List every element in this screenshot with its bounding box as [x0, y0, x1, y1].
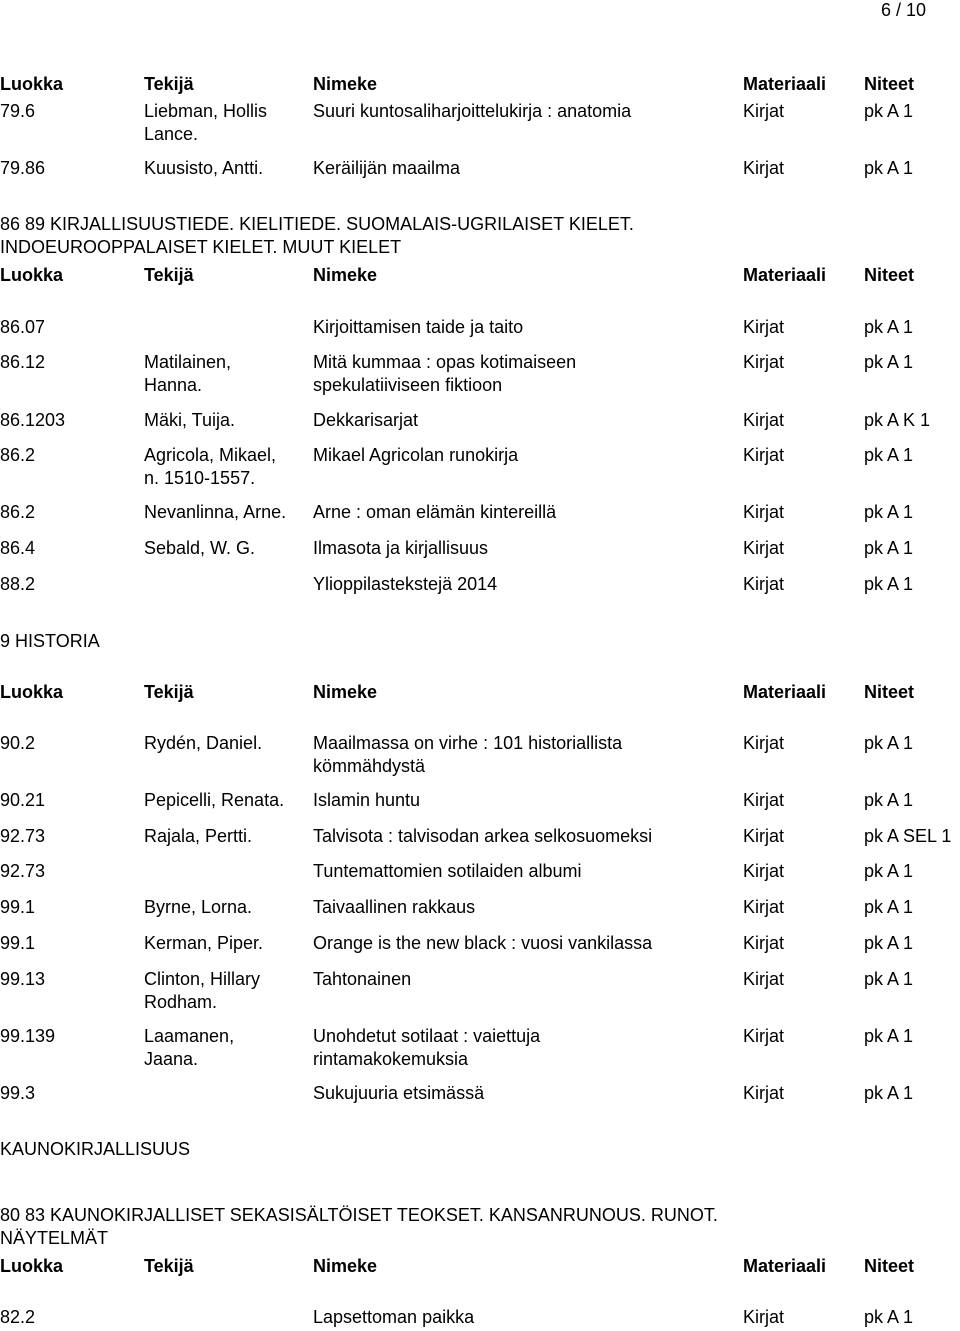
cell-niteet: pk A 1	[864, 969, 914, 989]
cell-niteet: pk A 1	[864, 317, 914, 337]
cell-tekija: Clinton, Hillary Rodham.	[144, 969, 261, 1012]
header-nimeke: Nimeke	[313, 682, 378, 702]
cell-luokka: 99.1	[0, 933, 36, 953]
cell-niteet: pk A 1	[864, 733, 914, 753]
header-materiaali: Materiaali	[743, 1256, 827, 1276]
cell-materiaali: Kirjat	[743, 538, 785, 558]
cell-nimeke: Unohdetut sotilaat : vaiettuja rintamakokemuksia	[313, 1026, 541, 1069]
cell-luokka: 90.21	[0, 790, 46, 810]
header-niteet: Niteet	[864, 265, 915, 285]
cell-luokka: 86.2	[0, 445, 36, 465]
cell-tekija: Sebald, W. G.	[144, 538, 256, 558]
cell-materiaali: Kirjat	[743, 317, 785, 337]
cell-niteet: pk A 1	[864, 1083, 914, 1103]
cell-nimeke: Orange is the new black : vuosi vankilassa	[313, 933, 653, 953]
cell-materiaali: Kirjat	[743, 101, 785, 121]
cell-luokka: 86.2	[0, 502, 36, 522]
cell-materiaali: Kirjat	[743, 826, 785, 846]
cell-tekija: Laamanen, Jaana.	[144, 1026, 235, 1069]
cell-nimeke: Suuri kuntosaliharjoittelukirja : anatomia	[313, 101, 632, 121]
cell-materiaali: Kirjat	[743, 1307, 785, 1327]
cell-materiaali: Kirjat	[743, 933, 785, 953]
cell-luokka: 99.3	[0, 1083, 36, 1103]
cell-niteet: pk A 1	[864, 445, 914, 465]
table-row	[0, 1025, 960, 1071]
table-row	[0, 1082, 960, 1128]
cell-tekija: Agricola, Mikael, n. 1510-1557.	[144, 445, 277, 488]
cell-nimeke: Mitä kummaa : opas kotimaiseen spekulatiiviseen fiktioon	[313, 352, 577, 395]
cell-nimeke: Taivaallinen rakkaus	[313, 897, 476, 917]
cell-luokka: 86.07	[0, 317, 46, 337]
section-heading-kaunokirjallisuus: KAUNOKIRJALLISUUS	[0, 1139, 191, 1159]
cell-luokka: 88.2	[0, 574, 36, 594]
cell-niteet: pk A 1	[864, 502, 914, 522]
cell-nimeke: Tahtonainen	[313, 969, 412, 989]
cell-luokka: 79.6	[0, 101, 36, 121]
cell-niteet: pk A 1	[864, 897, 914, 917]
header-luokka: Luokka	[0, 74, 64, 94]
cell-materiaali: Kirjat	[743, 158, 785, 178]
cell-luokka: 86.12	[0, 352, 46, 372]
cell-materiaali: Kirjat	[743, 1026, 785, 1046]
cell-nimeke: Keräilijän maailma	[313, 158, 461, 178]
header-tekija: Tekijä	[144, 74, 194, 94]
cell-luokka: 99.1	[0, 897, 36, 917]
header-nimeke: Nimeke	[313, 74, 378, 94]
header-materiaali: Materiaali	[743, 265, 827, 285]
cell-nimeke: Kirjoittamisen taide ja taito	[313, 317, 524, 337]
cell-niteet: pk A 1	[864, 1026, 914, 1046]
cell-niteet: pk A K 1	[864, 410, 931, 430]
cell-tekija: Rajala, Pertti.	[144, 826, 253, 846]
cell-nimeke: Ylioppilastekstejä 2014	[313, 574, 498, 594]
cell-tekija: Byrne, Lorna.	[144, 897, 253, 917]
header-niteet: Niteet	[864, 1256, 915, 1276]
cell-tekija: Liebman, Hollis Lance.	[144, 101, 268, 144]
cell-tekija: Mäki, Tuija.	[144, 410, 236, 430]
table-header	[0, 681, 960, 727]
table-row	[0, 1306, 960, 1331]
cell-luokka: 90.2	[0, 733, 36, 753]
page-number: 6 / 10	[880, 0, 926, 20]
cell-nimeke: Arne : oman elämän kintereillä	[313, 502, 557, 522]
cell-luokka: 86.4	[0, 538, 36, 558]
header-materiaali: Materiaali	[743, 682, 827, 702]
cell-materiaali: Kirjat	[743, 352, 785, 372]
cell-materiaali: Kirjat	[743, 445, 785, 465]
cell-niteet: pk A 1	[864, 101, 914, 121]
cell-materiaali: Kirjat	[743, 574, 785, 594]
cell-materiaali: Kirjat	[743, 897, 785, 917]
cell-luokka: 92.73	[0, 861, 46, 881]
cell-niteet: pk A 1	[864, 352, 914, 372]
header-niteet: Niteet	[864, 74, 915, 94]
cell-nimeke: Mikael Agricolan runokirja	[313, 445, 519, 465]
cell-tekija: Nevanlinna, Arne.	[144, 502, 287, 522]
cell-materiaali: Kirjat	[743, 502, 785, 522]
cell-niteet: pk A SEL 1	[864, 826, 952, 846]
header-luokka: Luokka	[0, 265, 64, 285]
table-row	[0, 351, 960, 397]
cell-materiaali: Kirjat	[743, 733, 785, 753]
cell-nimeke: Talvisota : talvisodan arkea selkosuomeksi	[313, 826, 653, 846]
cell-nimeke: Lapsettoman paikka	[313, 1307, 475, 1327]
header-tekija: Tekijä	[144, 1256, 194, 1276]
cell-niteet: pk A 1	[864, 538, 914, 558]
table-row	[0, 444, 960, 490]
cell-niteet: pk A 1	[864, 1307, 914, 1327]
header-luokka: Luokka	[0, 682, 64, 702]
table-row	[0, 157, 960, 203]
cell-tekija: Matilainen, Hanna.	[144, 352, 232, 395]
table-header	[0, 1255, 960, 1301]
cell-tekija: Kuusisto, Antti.	[144, 158, 264, 178]
header-luokka: Luokka	[0, 1256, 64, 1276]
cell-materiaali: Kirjat	[743, 410, 785, 430]
section-heading-historia: 9 HISTORIA	[0, 631, 100, 651]
cell-luokka: 92.73	[0, 826, 46, 846]
cell-luokka: 99.13	[0, 969, 46, 989]
cell-materiaali: Kirjat	[743, 1083, 785, 1103]
cell-tekija: Pepicelli, Renata.	[144, 790, 285, 810]
cell-tekija: Rydén, Daniel.	[144, 733, 263, 753]
section-heading-86-89: 86 89 KIRJALLISUUSTIEDE. KIELITIEDE. SUOMALAIS-UGRILAISET KIELET. INDOEUROOPPALAISET KIELET. MUUT KIELET	[0, 214, 634, 257]
cell-nimeke: Dekkarisarjat	[313, 410, 419, 430]
cell-niteet: pk A 1	[864, 158, 914, 178]
header-tekija: Tekijä	[144, 265, 194, 285]
table-row	[0, 968, 960, 1014]
header-nimeke: Nimeke	[313, 265, 378, 285]
cell-materiaali: Kirjat	[743, 790, 785, 810]
header-nimeke: Nimeke	[313, 1256, 378, 1276]
cell-materiaali: Kirjat	[743, 969, 785, 989]
cell-nimeke: Ilmasota ja kirjallisuus	[313, 538, 489, 558]
cell-niteet: pk A 1	[864, 790, 914, 810]
cell-niteet: pk A 1	[864, 574, 914, 594]
cell-luokka: 82.2	[0, 1307, 36, 1327]
table-row	[0, 732, 960, 778]
cell-materiaali: Kirjat	[743, 861, 785, 881]
cell-nimeke: Maailmassa on virhe : 101 historiallista kömmähdystä	[313, 733, 623, 776]
cell-luokka: 99.139	[0, 1026, 56, 1046]
cell-niteet: pk A 1	[864, 861, 914, 881]
cell-tekija: Kerman, Piper.	[144, 933, 264, 953]
header-niteet: Niteet	[864, 682, 915, 702]
table-header	[0, 264, 960, 310]
header-tekija: Tekijä	[144, 682, 194, 702]
header-materiaali: Materiaali	[743, 74, 827, 94]
cell-nimeke: Sukujuuria etsimässä	[313, 1083, 485, 1103]
cell-luokka: 79.86	[0, 158, 46, 178]
cell-niteet: pk A 1	[864, 933, 914, 953]
table-row	[0, 100, 960, 146]
table-row	[0, 573, 960, 619]
cell-nimeke: Islamin huntu	[313, 790, 421, 810]
cell-luokka: 86.1203	[0, 410, 66, 430]
cell-nimeke: Tuntemattomien sotilaiden albumi	[313, 861, 582, 881]
section-heading-80-83: 80 83 KAUNOKIRJALLISET SEKASISÄLTÖISET TEOKSET. KANSANRUNOUS. RUNOT. NÄYTELMÄT	[0, 1205, 718, 1248]
